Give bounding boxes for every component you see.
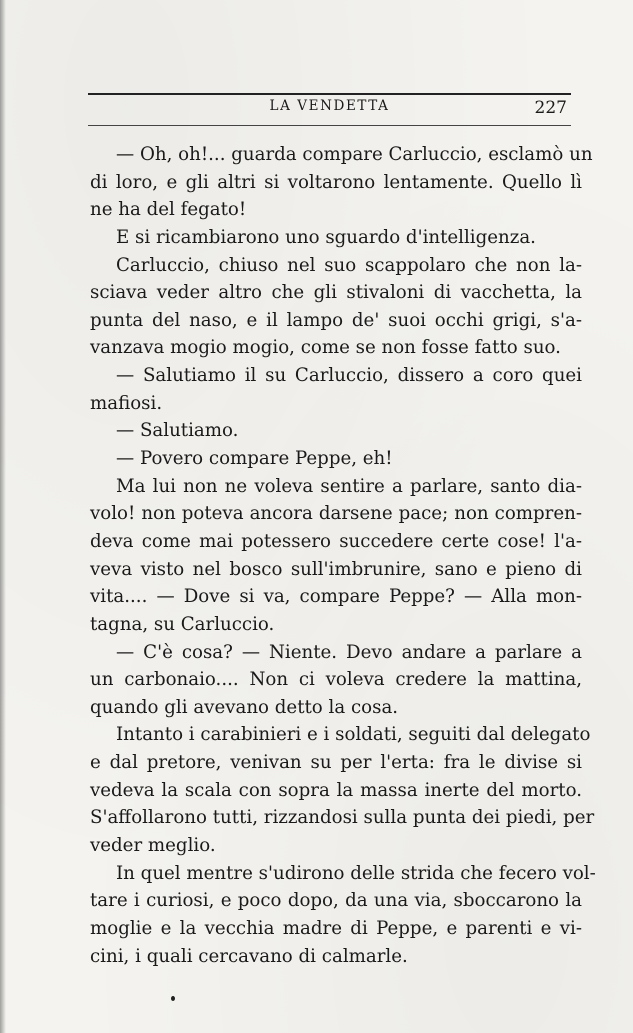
text-line: e dal pretore, venivan su per l'erta: fra le divise si xyxy=(90,752,582,774)
text-line: quando gli avevano detto la cosa. xyxy=(90,696,399,718)
text-line: E si ricambiarono uno sguardo d'intelligenza. xyxy=(116,226,536,248)
running-title: LA VENDETTA xyxy=(269,98,390,114)
page-gutter-shadow xyxy=(0,0,6,1033)
text-line: ne ha del fegato! xyxy=(90,199,247,221)
text-line: vanzava mogio mogio, come se non fosse fatto suo. xyxy=(90,337,561,359)
page-header xyxy=(88,98,571,122)
header-bottom-rule xyxy=(88,125,571,126)
text-line: cini, i quali cercavano di calmarle. xyxy=(90,945,408,967)
text-line: S'affollarono tutti, rizzandosi sulla punta dei piedi, per xyxy=(90,807,595,829)
text-line: In quel mentre s'udirono delle strida che fecero vol- xyxy=(116,862,596,884)
text-line: mafiosi. xyxy=(90,392,163,414)
ink-speck xyxy=(171,996,175,1001)
text-line: veva visto nel bosco sull'imbrunire, sano e pieno di xyxy=(90,558,582,580)
text-line: — Povero compare Peppe, eh! xyxy=(116,448,393,470)
text-line: Carluccio, chiuso nel suo scappolaro che non la- xyxy=(116,254,582,276)
text-line: — C'è cosa? — Niente. Devo andare a parlare a xyxy=(116,641,582,663)
text-line: tagna, su Carluccio. xyxy=(90,613,275,635)
page-number: 227 xyxy=(534,98,567,118)
text-line: Intanto i carabinieri e i soldati, seguiti dal delegato xyxy=(116,724,591,746)
text-line: Ma lui non ne voleva sentire a parlare, santo dia- xyxy=(116,475,582,497)
header-top-rule xyxy=(88,93,571,95)
text-line: veder meglio. xyxy=(90,835,216,857)
text-line: vedeva la scala con sopra la massa inerte del morto. xyxy=(90,779,582,801)
text-line: punta del naso, e il lampo de' suoi occhi grigi, s'a- xyxy=(90,309,582,331)
text-line: — Oh, oh!... guarda compare Carluccio, esclamò un xyxy=(116,144,593,165)
text-line: di loro, e gli altri si voltarono lentamente. Quello lì xyxy=(90,171,582,193)
text-line: sciava veder altro che gli stivaloni di vacchetta, la xyxy=(90,282,582,304)
text-line: — Salutiamo il su Carluccio, dissero a coro quei xyxy=(116,365,582,387)
text-line: vita.... — Dove si va, compare Peppe? — Alla mon- xyxy=(90,586,582,608)
text-line: — Salutiamo. xyxy=(116,420,239,442)
text-line: moglie e la vecchia madre di Peppe, e parenti e vi- xyxy=(90,917,582,939)
text-line: volo! non poteva ancora darsene pace; non compren- xyxy=(90,503,582,525)
text-line: tare i curiosi, e poco dopo, da una via, sboccarono la xyxy=(90,890,582,912)
text-line: un carbonaio.... Non ci voleva credere la mattina, xyxy=(90,669,582,691)
text-line: deva come mai potessero succedere certe cose! l'a- xyxy=(90,530,582,552)
body-text xyxy=(90,141,596,970)
